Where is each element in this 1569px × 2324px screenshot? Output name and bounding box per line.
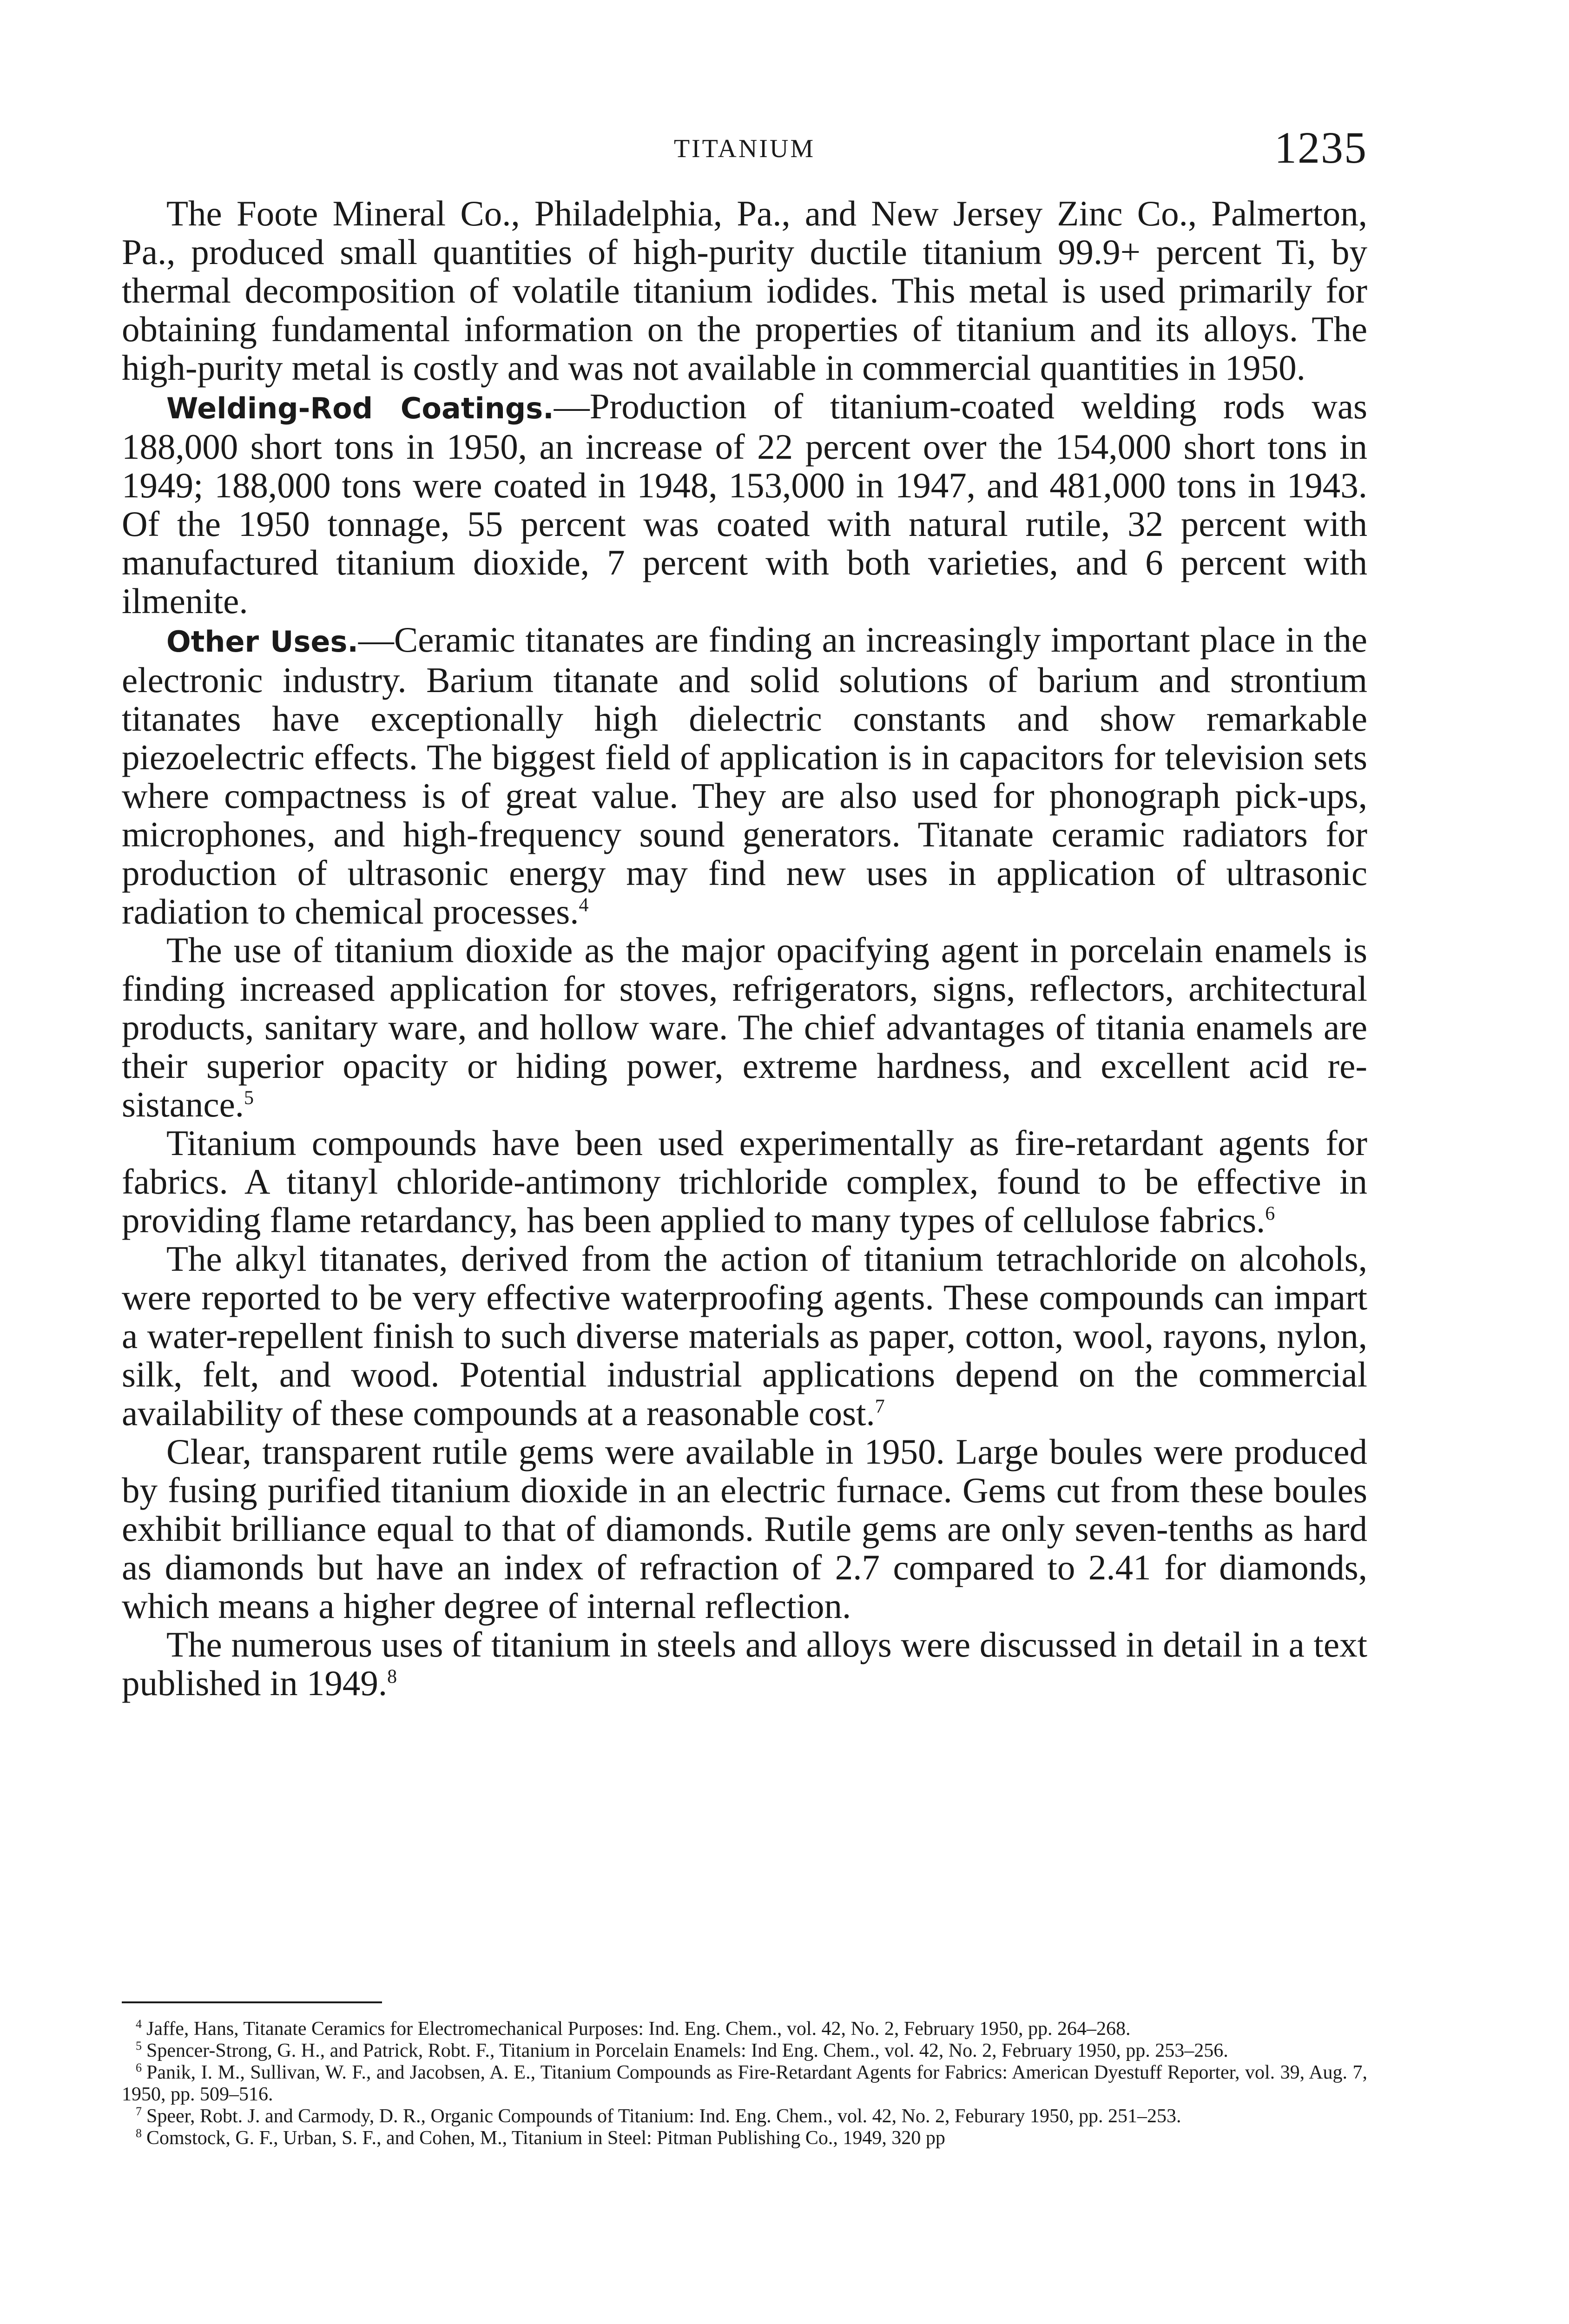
- footnote-ref[interactable]: 8: [387, 1666, 397, 1688]
- running-title: TITANIUM: [673, 134, 816, 163]
- footnotes: [122, 2018, 1367, 2149]
- paragraph-high-purity: [122, 194, 1367, 387]
- footnote: [122, 2040, 1367, 2062]
- footnote-text: Comstock, G. F., Urban, S. F., and Cohen, M., Titanium in Steel: Pitman Publishing Co., 1949, 320 pp: [146, 2127, 945, 2149]
- paragraph-rutile-gems: [122, 1433, 1367, 1625]
- footnote-text: Speer, Robt. J. and Carmody, D. R., Organic Compounds of Titanium: Ind. Eng. Chem., vol. 42, No. 2, Feburary 1950, pp. 251–253.: [146, 2106, 1181, 2127]
- footnote-mark: 4: [136, 2017, 142, 2031]
- body-text: [122, 194, 1367, 1703]
- paragraph-alkyl-titanates: [122, 1240, 1367, 1433]
- running-head: [122, 122, 1367, 173]
- paragraph-text: Titanium compounds have been used experimentally as fire-retardant agents for fabrics. A titanyl chloride-antimony trichloride complex, found to be effective in providing flame retardancy, has been applied to many types of cellulose fabrics.: [122, 1123, 1367, 1240]
- footnote-ref[interactable]: 6: [1265, 1203, 1275, 1225]
- paragraph-text: The alkyl titanates, derived from the action of titanium tetrachloride on alcohols, were reported to be very effective waterproofing agents. These compounds can impart a water-repellent finish to such diverse materials as paper, cotton, wool, rayons, nylon, silk, felt, and wood. Potential industrial applications depend on the commercial availability of these compounds at a reasonable cost.: [122, 1239, 1367, 1433]
- footnote-mark: 8: [136, 2126, 142, 2140]
- page-number: 1235: [1274, 123, 1367, 172]
- paragraph-fire-retardant: [122, 1124, 1367, 1240]
- paragraph-porcelain-enamels: [122, 931, 1367, 1124]
- footnote: [122, 2106, 1367, 2127]
- footnote-text: Jaffe, Hans, Titanate Ceramics for Electromechanical Purposes: Ind. Eng. Chem., vol. 42, No. 2, February 1950, pp. 264–268.: [146, 2018, 1131, 2040]
- section-heading-welding-rod-coatings: Welding-Rod Coatings.: [166, 391, 554, 425]
- footnote-mark: 7: [136, 2105, 142, 2118]
- footnote-divider: [122, 2001, 382, 2003]
- paragraph-text: —Ceramic titanates are finding an increasingly important place in the electronic industry. Barium titanate and solid solutions of barium and strontium titanates have exceptionally high dielectric constants and show remarkable piezoelectric effects. The biggest field of application is in capacitors for television sets where compactness is of great value. They are also used for phonograph pick-ups, microphones, and high-frequency sound generators. Titanate ceramic radiators for production of ultrasonic energy may find new uses in application of ultrasonic radiation to chemical processes.: [122, 620, 1367, 931]
- footnote-ref[interactable]: 4: [579, 894, 589, 916]
- footnote: [122, 2062, 1367, 2106]
- paragraph-welding-rod-coatings: [122, 387, 1367, 621]
- footnote-ref[interactable]: 5: [244, 1087, 254, 1109]
- paragraph-steels-alloys: [122, 1625, 1367, 1703]
- footnote-text: Panik, I. M., Sullivan, W. F., and Jacobsen, A. E., Titanium Compounds as Fire-Retardant Agents for Fabrics: American Dyestuff Reporter, vol. 39, Aug. 7, 1950, pp. 509–516.: [122, 2062, 1367, 2105]
- paragraph-text: The numerous uses of titanium in steels and alloys were discussed in detail in a text published in 1949.: [122, 1624, 1367, 1703]
- paragraph-text: The use of titanium dioxide as the major opacifying agent in porcelain enamels is finding increased application for stoves, refrigerators, signs, reflectors, architectural products, sanitary ware, and hollow ware. The chief advantages of titania enamels are their superior opacity or hiding power, extreme hardness, and excellent acid resistance.: [122, 930, 1367, 1124]
- footnote-ref[interactable]: 7: [875, 1396, 885, 1418]
- footnote: [122, 2127, 1367, 2149]
- footnote-mark: 5: [136, 2039, 142, 2053]
- paragraph-text: Clear, transparent rutile gems were available in 1950. Large boules were produced by fusing purified titanium dioxide in an electric furnace. Gems cut from these boules exhibit brilliance equal to that of diamonds. Rutile gems are only seven-tenths as hard as diamonds but have an index of refraction of 2.7 compared to 2.41 for diamonds, which means a higher degree of internal reflection.: [122, 1432, 1367, 1626]
- paragraph-text: —Production of titanium-coated welding rods was 188,000 short tons in 1950, an increase of 22 percent over the 154,000 short tons in 1949; 188,000 tons were coated in 1948, 153,000 in 1947, and 481,000 tons in 1943. Of the 1950 tonnage, 55 percent was coated with natural rutile, 32 percent with manufactured titanium dioxide, 7 percent with both varieties, and 6 percent with ilmenite.: [122, 386, 1367, 621]
- footnote-mark: 6: [136, 2061, 142, 2074]
- footnote-text: Spencer-Strong, G. H., and Patrick, Robt. F., Titanium in Porcelain Enamels: Ind Eng. Chem., vol. 42, No. 2, February 1950, pp. 253–256.: [146, 2040, 1228, 2061]
- paragraph-text: The Foote Mineral Co., Philadelphia, Pa., and New Jersey Zinc Co., Palmerton, Pa., produced small quantities of high-purity ductile titanium 99.9+ percent Ti, by thermal decomposition of volatile titanium iodides. This metal is used primarily for obtaining fundamental information on the properties of titanium and its alloys. The high-purity metal is costly and was not available in commercial quantities in 1950.: [122, 193, 1367, 388]
- section-heading-other-uses: Other Uses.: [166, 625, 358, 659]
- footnote: [122, 2018, 1367, 2040]
- paragraph-other-uses: [122, 621, 1367, 931]
